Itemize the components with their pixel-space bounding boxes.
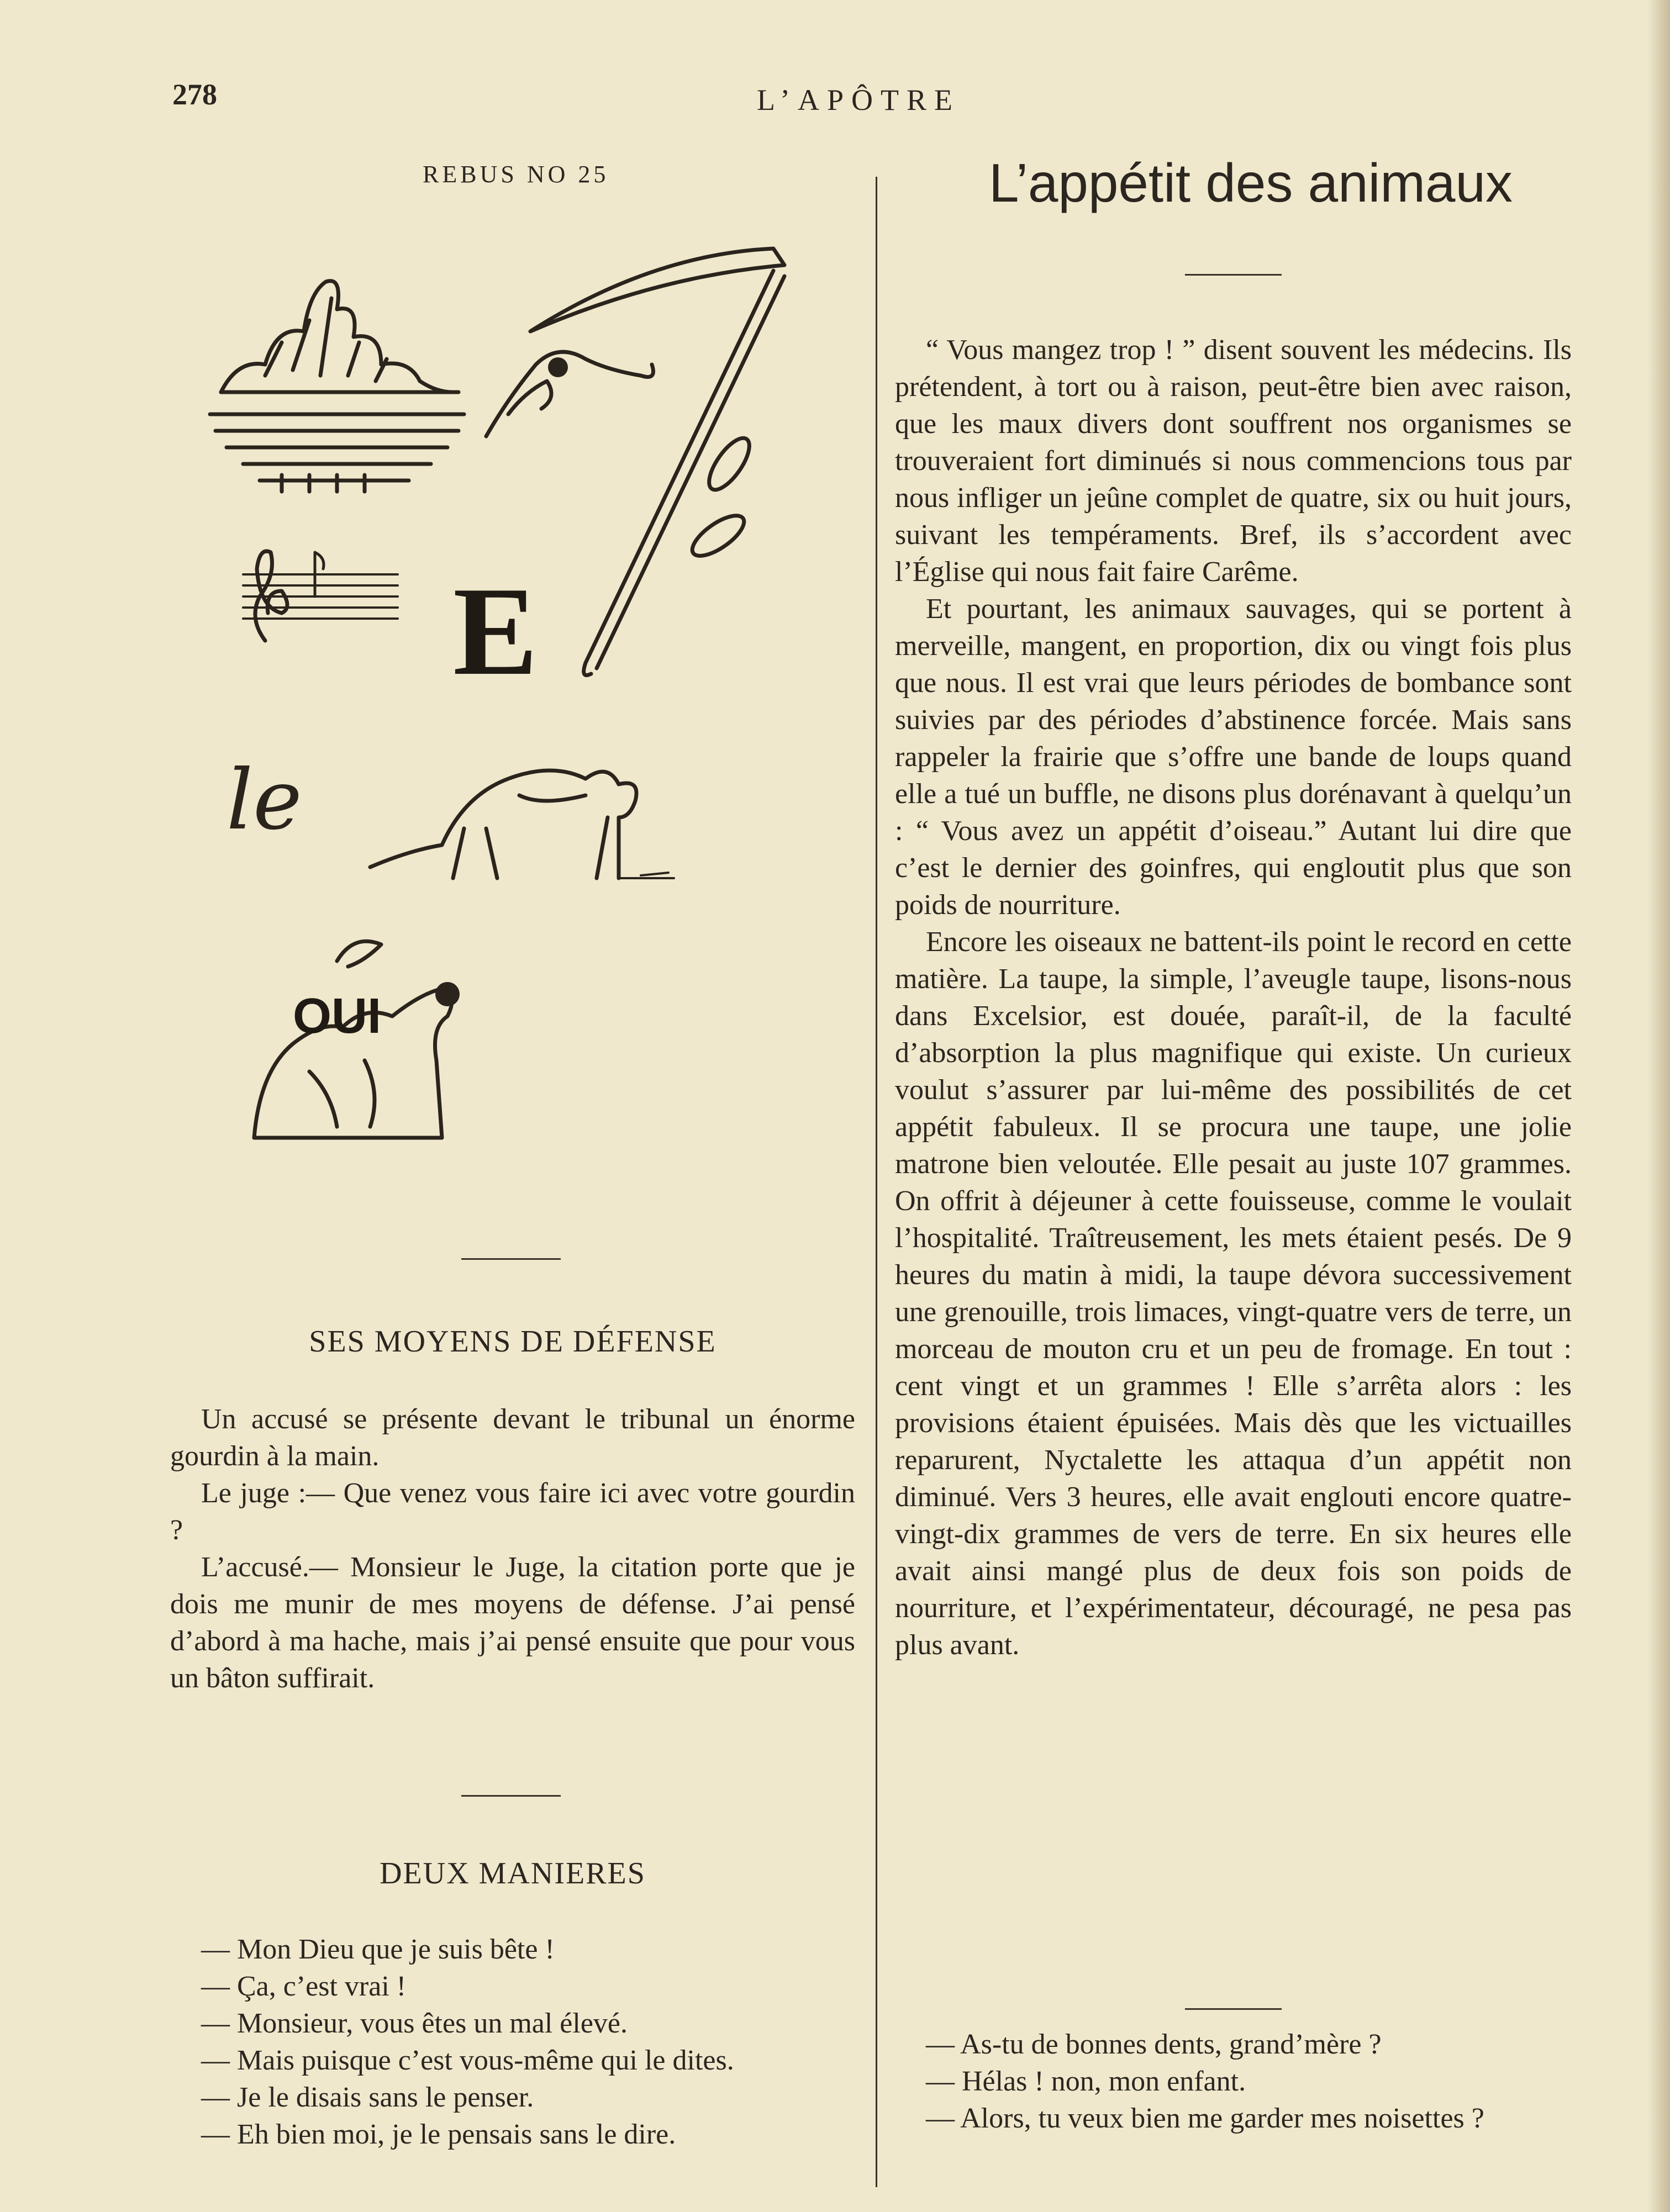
dialog-line: — Mon Dieu que je suis bête ! [201, 1934, 555, 1965]
defense-paragraph: Le juge :— Que venez vous faire ici avec votre gourdin ? [170, 1477, 855, 1546]
article-title: L’appétit des animaux [989, 152, 1513, 213]
article-paragraph: Encore les oiseaux ne battent-ils point le record en cette matière. La taupe, la simple, l’aveugle taupe, lisons-nous dans Excelsior, est douée, paraît-il, de la faculté d’absorption la plus magnifique qui existe. Un curieux voulut s’assurer par lui-même des possibilités de cet appétit fabuleux. Il se procura une taupe, une jolie matrone bien veloutée. Elle pesait au juste 107 grammes. On offrit à déjeuner à cette fouisseuse, comme le voulait l’hospitalité. Traîtreusement, les mets étaient pesés. De 9 heures du matin à midi, la taupe dévora successivement une grenouille, trois limaces, vingt-quatre vers de terre, un morceau de mouton cru et un peu de fromage. En tout : cent vingt et un grammes ! Elle s’arrêta alors : les provisions étaient épuisées. Mais dès que les victuailles reparurent, Nyctalette les attaqua d’un appétit non diminué. Vers 3 heures, elle avait englouti encore quatre-vingt-dix grammes de vers de terre. En six heures elle avait ainsi mangé plus de deux fois son poids de nourriture, et l’expérimentateur, découragé, ne pesa pas plus avant. [895, 926, 1572, 1661]
rebus-handwritten-le: le [226, 752, 302, 848]
page-edge-shadow [1648, 0, 1670, 2212]
seeds-drawing [686, 432, 756, 563]
rock-island-drawing [210, 281, 464, 492]
defense-body [170, 1401, 855, 1697]
rebus-title: REBUS NO 25 [423, 161, 609, 188]
rebus-letter-e: E [453, 561, 538, 701]
rebus-word-oui: OUI [293, 989, 382, 1044]
dialog-line: — Monsieur, vous êtes un mal élevé. [201, 2008, 628, 2039]
dialog-line: — Mais puisque c’est vous-même qui le dites. [201, 2045, 734, 2076]
dialog-line: — Hélas ! non, mon enfant. [926, 2066, 1246, 2097]
dog-drawing [370, 770, 674, 878]
column-divider [876, 177, 877, 2187]
defense-paragraph: Un accusé se présente devant le tribunal un énorme gourdin à la main. [170, 1403, 855, 1472]
dialog-line: — Je le disais sans le penser. [201, 2082, 534, 2113]
deux-manieres-title: DEUX MANIERES [380, 1856, 646, 1891]
hand-drawing [486, 352, 654, 436]
separator-rule [1185, 274, 1282, 276]
deux-manieres-dialog [170, 1931, 855, 2153]
dialog-line: — Eh bien moi, je le pensais sans le dire. [201, 2119, 676, 2150]
dialog-line: — Alors, tu veux bien me garder mes noisettes ? [926, 2103, 1484, 2134]
article-paragraph: “ Vous mangez trop ! ” disent souvent les médecins. Ils prétendent, à tort ou à raison, peut-être bien avec raison, que les maux divers dont souffrent nos organismes se trouveraient fort diminués si nous commencions tous par nous infliger un jeûne complet de quatre, six ou huit jours, suivant les tempéraments. Bref, ils s’accordent avec l’Église qui nous fait faire Carême. [895, 334, 1572, 588]
dialog-line: — Ça, c’est vrai ! [201, 1971, 407, 2002]
dialog-line: — As-tu de bonnes dents, grand’mère ? [926, 2029, 1382, 2060]
defense-title: SES MOYENS DE DÉFENSE [309, 1324, 717, 1359]
article-body [895, 331, 1572, 1664]
separator-rule [1185, 2008, 1282, 2010]
running-title: L’APÔTRE [757, 83, 961, 117]
music-staff-drawing [243, 551, 398, 641]
dents-dialog [895, 2026, 1572, 2137]
defense-paragraph: L’accusé.— Monsieur le Juge, la citation porte que je dois me munir de mes moyens de défense. J’ai pensé d’abord à ma hache, mais j’ai pensé ensuite que pour vous un bâton suffirait. [170, 1551, 855, 1694]
rebus-illustration [199, 232, 829, 1171]
article-paragraph: Et pourtant, les animaux sauvages, qui se portent à merveille, mangent, en proportion, dix ou vingt fois plus que nous. Il est vrai que leurs périodes de bombance sont suivies par des périodes d’abstinence forcée. Mais sans rappeler la frairie que s’offre une bande de loups quand elle a tué un buffle, ne disons plus dorénavant à quelqu’un : “ Vous avez un appétit d’oiseau.” Autant lui dire que c’est le dernier des goinfres, qui engloutit plus que son poids de nourriture. [895, 593, 1572, 921]
page-number: 278 [172, 78, 217, 111]
separator-rule [461, 1258, 561, 1260]
separator-rule [461, 1795, 561, 1797]
